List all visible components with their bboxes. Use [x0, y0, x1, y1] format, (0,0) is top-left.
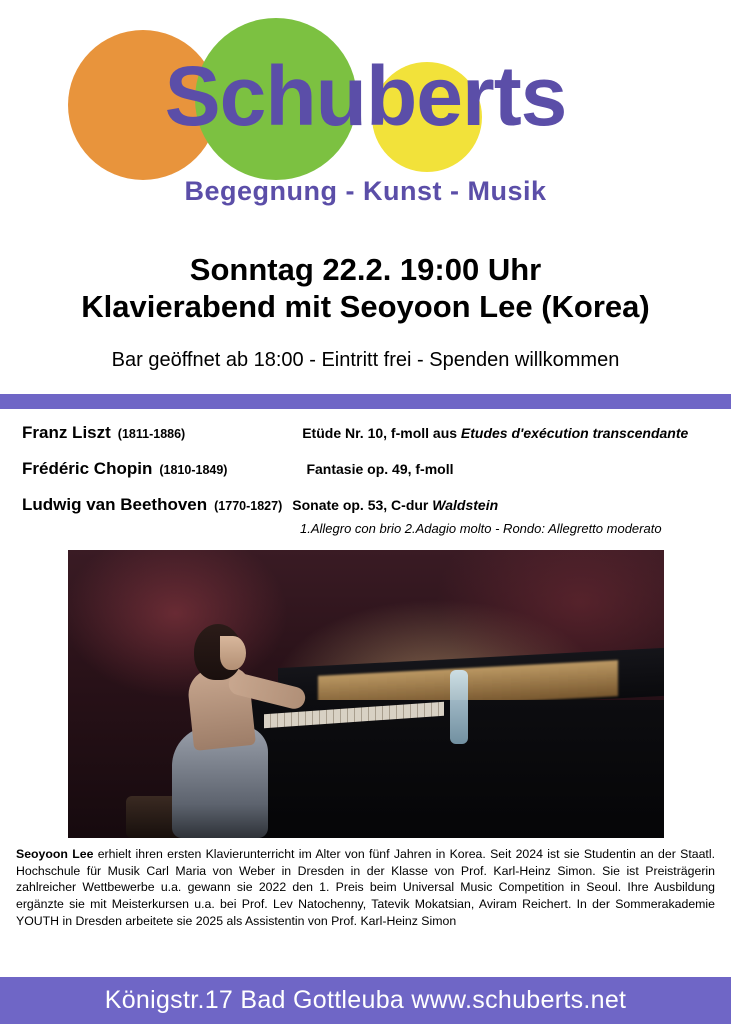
composer-dates: (1811-1886): [117, 427, 186, 442]
work-title-plain: Etüde Nr. 10, f-moll aus: [302, 425, 461, 442]
work-title-italic: Waldstein: [432, 497, 499, 514]
artist-name: Seoyoon Lee: [16, 847, 94, 862]
work-movements: 1.Allegro con brio 2.Adagio molto - Rondo: Allegretto moderato: [300, 521, 662, 537]
work-title: [306, 461, 453, 477]
program-list: [0, 409, 731, 536]
event-title: Klavierabend mit Seoyoon Lee (Korea): [81, 288, 650, 324]
footer-address: Königstr.17 Bad Gottleuba www.schuberts.net: [0, 977, 731, 1024]
program-row: [0, 495, 731, 515]
logo-area: [0, 0, 731, 230]
logo-wordmark: Schuberts: [164, 49, 567, 143]
program-row: [0, 423, 731, 443]
composer-dates: (1810-1849): [159, 463, 228, 478]
divider-bar: [0, 394, 731, 409]
event-info-line: Bar geöffnet ab 18:00 - Eintritt frei - Spenden willkommen: [111, 349, 620, 372]
work-title: [302, 425, 688, 441]
artist-bio: [0, 838, 731, 929]
logo-tagline: Begegnung - Kunst - Musik: [184, 176, 547, 206]
pianist-face: [220, 636, 246, 670]
pianist-photo: [68, 550, 664, 838]
work-title: [292, 497, 498, 513]
work-title-plain: Sonate op. 53, C-dur: [292, 497, 433, 514]
event-date-time: Sonntag 22.2. 19:00 Uhr: [189, 252, 542, 287]
composer-name: Franz Liszt: [22, 423, 111, 443]
work-title-italic: Etudes d'exécution transcendante: [460, 425, 689, 442]
event-headline: [0, 252, 731, 325]
artist-bio-text: erhielt ihren ersten Klavierunterricht im Alter von fünf Jahren in Korea. Seit 2024 ist sie Studentin an der Staatl. Hochschule für Musik Carl Maria von Weber in Dresden in der Klasse von Prof. Karl-Heinz Simon. Sie ist Preisträgerin zahlreicher Wettbewerbe u.a. gewann sie 2022 den 1. Preis beim Universal Music Competition in Seoul. Ihre Ausbildung ergänzte sie mit Meisterkursen u.a. bei Prof. Lev Natochenny, Tatevik Mokatsian, Aviram Reichert. In der Sommerakademie YOUTH in Dresden arbeitete sie 2025 als Assistentin von Prof. Karl-Heinz Simon: [16, 847, 715, 928]
piano-lamp-icon: [450, 670, 468, 744]
photo-background: [68, 550, 664, 838]
composer-name: Frédéric Chopin: [22, 459, 153, 479]
composer-name: Ludwig van Beethoven: [22, 495, 208, 515]
composer-dates: (1770-1827): [214, 499, 283, 514]
work-title-plain: Fantasie op. 49, f-moll: [306, 461, 454, 478]
program-row: [0, 459, 731, 479]
